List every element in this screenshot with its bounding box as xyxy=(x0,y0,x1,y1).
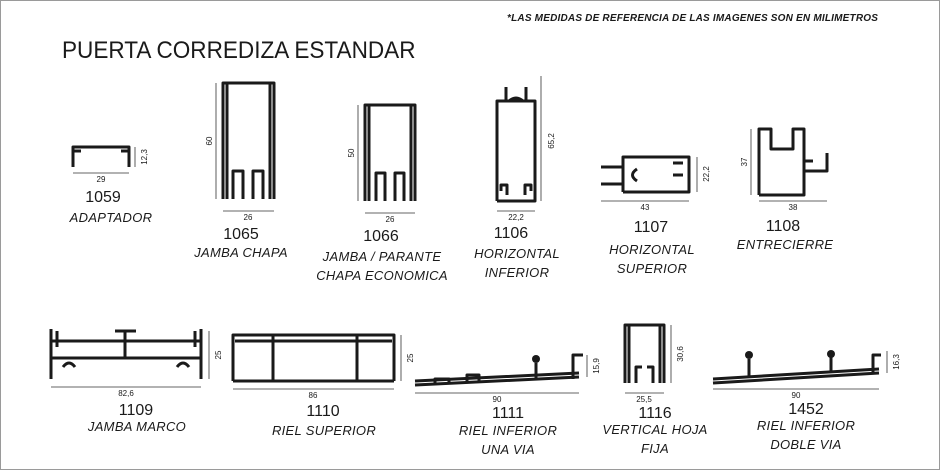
dim-1110-height: 25 xyxy=(406,353,415,363)
profile-1452-name xyxy=(757,416,855,454)
dim-1059-height: 12,3 xyxy=(140,149,149,165)
dim-1107-height: 22,2 xyxy=(702,166,711,182)
profile-1116-name xyxy=(602,420,707,458)
profile-1109-name-line1: JAMBA MARCO xyxy=(87,419,187,434)
profile-1116-code: 1116 xyxy=(638,405,672,422)
profile-1107-shape xyxy=(601,157,689,192)
dim-1108-height: 37 xyxy=(740,157,749,167)
profile-1110-code: 1110 xyxy=(306,403,340,420)
profile-1066-name-line1: JAMBA / PARANTE xyxy=(322,249,442,264)
profile-1106-name xyxy=(474,244,560,282)
profile-1108-code: 1108 xyxy=(765,218,801,235)
profile-1059-code: 1059 xyxy=(85,189,121,206)
profile-1108-name-line1: ENTRECIERRE xyxy=(736,237,834,252)
profile-1066-name-line2: CHAPA ECONOMICA xyxy=(316,268,448,283)
profile-1065-shape xyxy=(223,83,274,199)
profile-1108-shape xyxy=(759,129,827,195)
profile-1065-name-line1: JAMBA CHAPA xyxy=(194,245,288,260)
profile-1106-code: 1106 xyxy=(493,225,529,242)
dim-1110-width: 86 xyxy=(308,391,318,400)
profile-1452-name-line1: RIEL INFERIOR xyxy=(756,418,856,433)
profile-1106-name-line1: HORIZONTAL xyxy=(474,246,560,261)
profile-1110-name xyxy=(272,421,376,440)
profile-1066-name xyxy=(316,247,448,285)
profile-1106-name-line2: INFERIOR xyxy=(484,265,550,280)
profile-1116-shape xyxy=(625,325,664,383)
profile-1116-name-line2: FIJA xyxy=(641,441,669,456)
profile-1111-name xyxy=(459,421,557,459)
dim-1111-width: 90 xyxy=(492,395,502,404)
profile-1111-code: 1111 xyxy=(491,405,525,422)
dim-1066-width: 26 xyxy=(385,215,395,224)
dim-1452-width: 90 xyxy=(791,391,801,400)
profile-1059-shape xyxy=(73,147,129,167)
profile-1065-code: 1065 xyxy=(223,226,259,243)
dim-1116-width: 25,5 xyxy=(636,395,652,404)
dim-1109-width: 82,6 xyxy=(118,389,134,398)
profile-1059-name xyxy=(70,208,153,227)
profile-1108-name xyxy=(737,235,833,254)
dim-1111-height: 15,9 xyxy=(592,358,601,374)
dim-1109-height: 25 xyxy=(214,350,223,360)
dim-1107-width: 43 xyxy=(640,203,650,212)
profile-1066-shape xyxy=(365,105,415,201)
profile-1452-name-line2: DOBLE VIA xyxy=(770,437,842,452)
profile-1452-code: 1452 xyxy=(788,401,824,418)
profile-1066-code: 1066 xyxy=(363,228,399,245)
profile-1109-name xyxy=(88,417,186,436)
profile-1109-code: 1109 xyxy=(118,402,154,419)
profile-1111-name-line1: RIEL INFERIOR xyxy=(458,423,558,438)
dim-1452-height: 16,3 xyxy=(892,354,901,370)
profile-1111-name-line2: UNA VIA xyxy=(481,442,535,457)
dim-1065-width: 26 xyxy=(243,213,253,222)
profile-1111-shape xyxy=(415,355,583,385)
dim-1065-height: 60 xyxy=(205,136,214,146)
profile-1059-name-line1: ADAPTADOR xyxy=(69,210,153,225)
profile-1116-name-line1: VERTICAL HOJA xyxy=(602,422,708,437)
dim-1116-height: 30,6 xyxy=(676,346,685,362)
profile-1107-name-line1: HORIZONTAL xyxy=(609,242,695,257)
profile-1107-name-line2: SUPERIOR xyxy=(616,261,688,276)
profile-1065-name xyxy=(194,243,288,262)
dim-1066-height: 50 xyxy=(347,148,356,158)
profile-1107-name xyxy=(609,240,695,278)
dim-1106-width: 22,2 xyxy=(508,213,524,222)
profile-1106-shape xyxy=(497,87,535,201)
profile-1107-code: 1107 xyxy=(633,219,669,236)
dim-1059-width: 29 xyxy=(96,175,106,184)
units-note: *LAS MEDIDAS DE REFERENCIA DE LAS IMAGENES SON EN MILIMETROS xyxy=(507,13,879,24)
profile-1452-shape xyxy=(713,355,881,383)
profile-1110-shape xyxy=(233,335,394,381)
page-title: PUERTA CORREDIZA ESTANDAR xyxy=(62,37,416,64)
profile-1109-shape xyxy=(51,329,201,379)
profile-1110-name-line1: RIEL SUPERIOR xyxy=(271,423,377,438)
dim-1106-height: 65,2 xyxy=(547,133,556,149)
dim-1108-width: 38 xyxy=(788,203,798,212)
